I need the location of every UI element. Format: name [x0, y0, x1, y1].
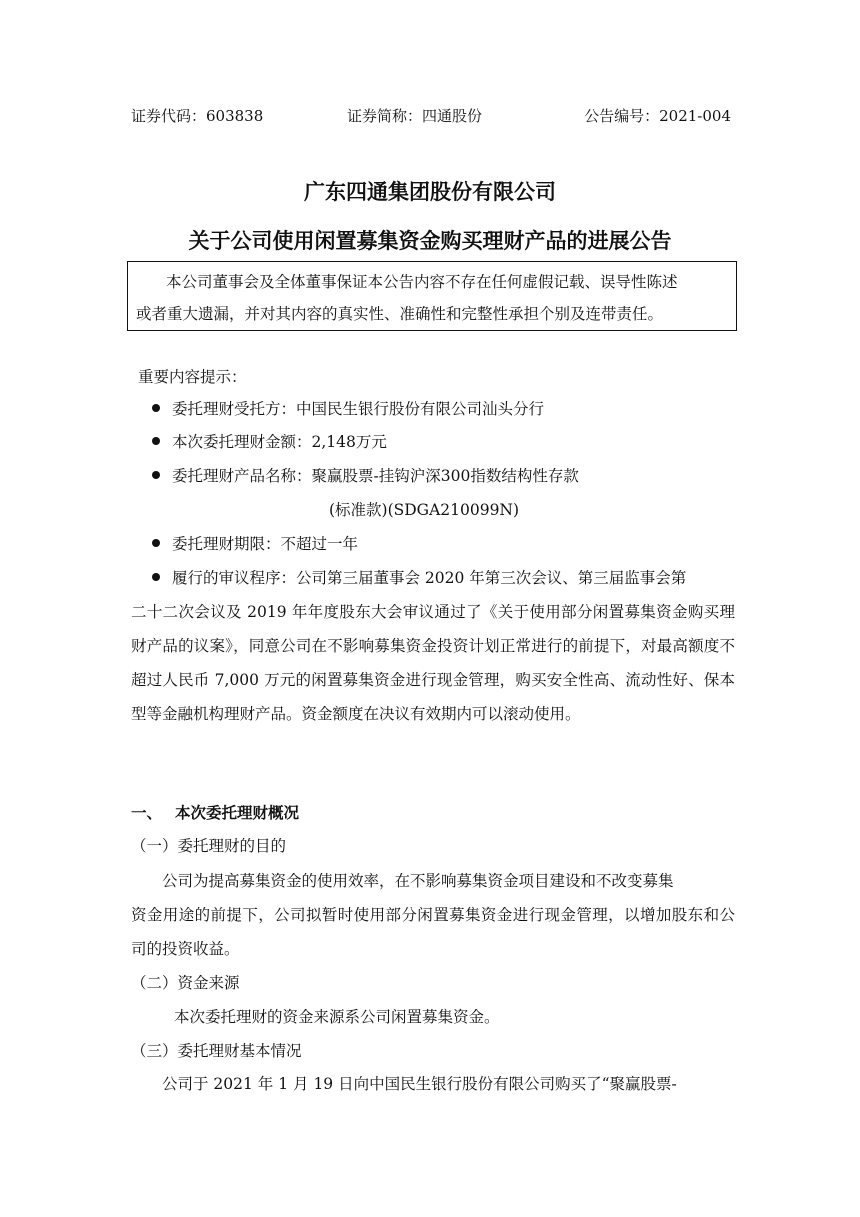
notice-line-1: 本公司董事会及全体董事保证本公告内容不存在任何虚假记载、误导性陈述: [166, 273, 678, 291]
highlight-item-review: [131, 561, 735, 731]
review-line-1: 履行的审议程序：公司第三届董事会 2020 年第三次会议、第三届监事会第: [172, 569, 687, 587]
announcement-number: 公告编号：2021-004: [584, 107, 731, 125]
review-rest: 二十二次会议及 2019 年年度股东大会审议通过了《关于使用部分闲置募集资金购买理财产品的议案》，同意公司在不影响募集资金投资计划正常进行的前提下，对最高额度不超过人民币 7,000 万元的闲置募集资金进行现金管理，购买安全性高、流动性好、保本型等金融机构理财产品。资金额度在决议有效期内可以滚动使用。: [131, 603, 735, 723]
document-header: [131, 104, 731, 128]
notice-line-2: 或者重大遗漏，并对其内容的真实性、准确性和完整性承担个别及连带责任。: [136, 305, 664, 323]
responsibility-notice: [127, 261, 737, 331]
subsection-heading-purpose: （一）委托理财的目的: [131, 837, 287, 855]
purpose-line-1: 公司为提高募集资金的使用效率，在不影响募集资金项目建设和不改变募集: [162, 872, 674, 890]
highlight-item-trustee: 委托理财受托方：中国民生银行股份有限公司汕头分行: [152, 392, 544, 426]
highlight-item-product: 委托理财产品名称：聚赢股票-挂钩沪深300指数结构性存款: [152, 459, 579, 493]
highlight-item-amount: 本次委托理财金额：2,148万元: [152, 425, 387, 459]
section-title: 本次委托理财概况: [175, 804, 300, 822]
highlight-item-product-cont: (标准款)(SDGA210099N): [329, 501, 520, 519]
subsection-heading-source: （二）资金来源: [131, 974, 240, 992]
bullet-icon: [152, 404, 160, 412]
stock-code: 证券代码：603838: [131, 107, 264, 125]
purpose-rest: 资金用途的前提下，公司拟暂时使用部分闲置募集资金进行现金管理，以增加股东和公司的投资收益。: [131, 906, 735, 958]
basics-paragraph: [131, 1067, 735, 1101]
bullet-icon: [152, 573, 160, 581]
section-heading: [131, 797, 299, 829]
stock-short-name: 证券简称：四通股份: [347, 107, 483, 125]
basics-line-1: 公司于 2021 年 1 月 19 日向中国民生银行股份有限公司购买了“聚赢股票-: [162, 1075, 677, 1093]
source-paragraph: 本次委托理财的资金来源系公司闲置募集资金。: [174, 1008, 500, 1026]
subsection-heading-basics: （三）委托理财基本情况: [131, 1042, 302, 1060]
announcement-title: 关于公司使用闲置募集资金购买理财产品的进展公告: [188, 229, 672, 253]
section-number: 一、: [131, 804, 163, 822]
purpose-paragraph: [131, 864, 735, 966]
highlights-title: 重要内容提示：: [138, 368, 247, 386]
bullet-icon: [152, 539, 160, 547]
company-title: 广东四通集团股份有限公司: [304, 180, 556, 204]
highlight-item-term: 委托理财期限：不超过一年: [152, 527, 358, 561]
bullet-icon: [152, 437, 160, 445]
bullet-icon: [152, 471, 160, 479]
